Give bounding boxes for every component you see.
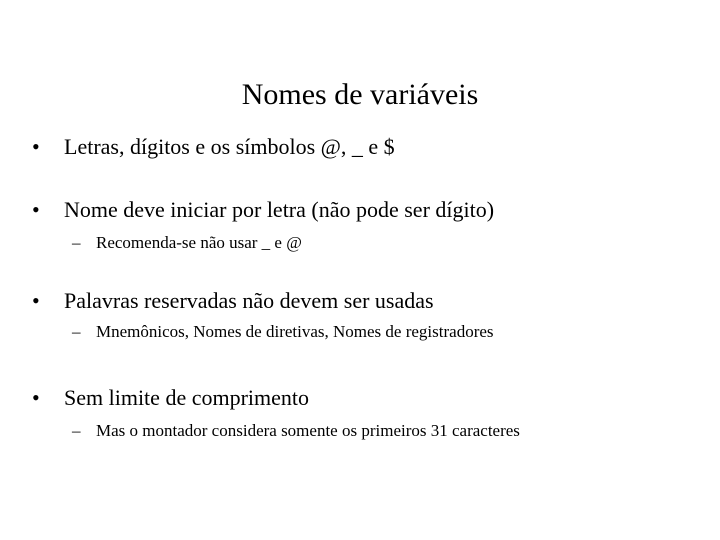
sub-item xyxy=(72,232,302,254)
sub-text: Mnemônicos, Nomes de diretivas, Nomes de registradores xyxy=(96,322,494,341)
sub-mark: – xyxy=(72,421,81,440)
bullet-mark: • xyxy=(32,288,40,313)
bullet-text: Letras, dígitos e os símbolos @, _ e $ xyxy=(64,134,395,159)
sub-mark: – xyxy=(72,233,81,252)
bullet-text: Nome deve iniciar por letra (não pode ser dígito) xyxy=(64,197,495,222)
bullet-text: Sem limite de comprimento xyxy=(64,385,310,410)
bullet-mark: • xyxy=(32,197,40,222)
sub-mark: – xyxy=(72,322,81,341)
bullet-item xyxy=(32,196,494,224)
bullet-item xyxy=(32,384,309,412)
sub-text: Recomenda-se não usar _ e @ xyxy=(96,233,302,252)
sub-text: Mas o montador considera somente os primeiros 31 caracteres xyxy=(96,421,520,440)
bullet-item xyxy=(32,287,434,315)
bullet-mark: • xyxy=(32,134,40,159)
slide-title xyxy=(0,76,720,114)
bullet-text: Palavras reservadas não devem ser usadas xyxy=(64,288,434,313)
sub-item xyxy=(72,321,494,343)
slide-title-text: Nomes de variáveis xyxy=(241,78,479,111)
sub-item xyxy=(72,420,520,442)
bullet-mark: • xyxy=(32,385,40,410)
bullet-item xyxy=(32,133,395,161)
